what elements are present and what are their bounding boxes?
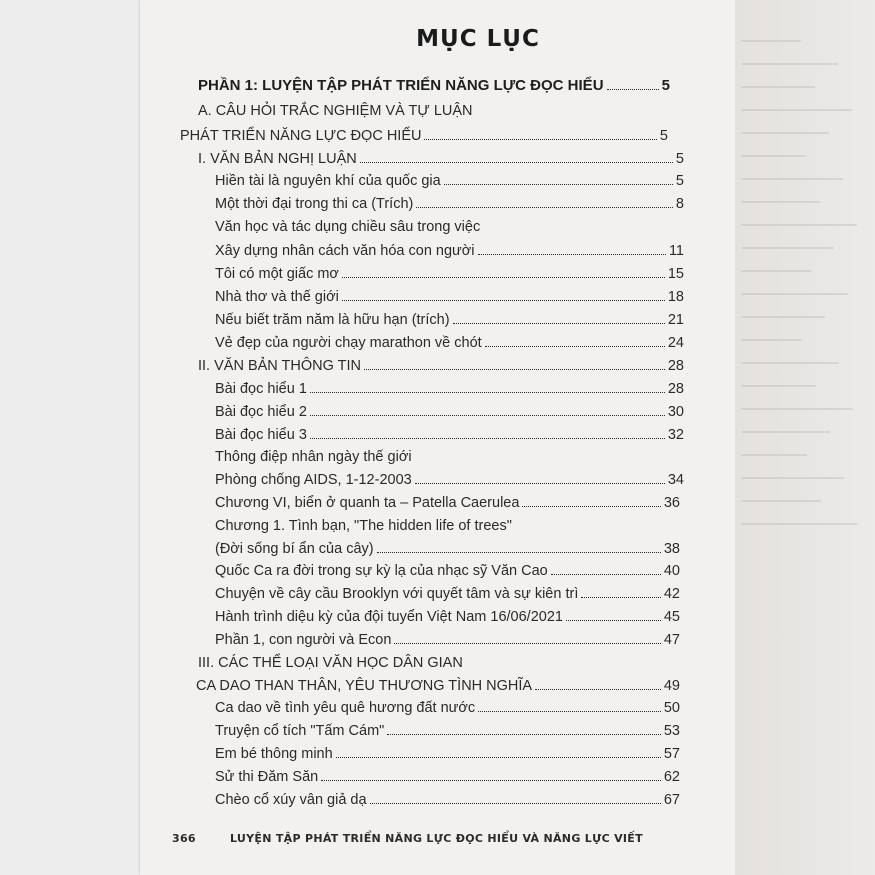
toc-entry (215, 309, 684, 331)
toc-entry-page: 34 (667, 472, 684, 488)
toc-entry (198, 100, 668, 122)
show-through-line (741, 385, 816, 387)
toc-entry-page: 28 (667, 358, 684, 374)
toc-entry-title: Thông điệp nhân ngày thế giới (215, 449, 412, 465)
toc-entry-title: Bài đọc hiểu 1 (215, 381, 307, 397)
dot-leader (310, 438, 665, 439)
toc-entry-title: A. CÂU HỎI TRẮC NGHIỆM VÀ TỰ LUẬN (198, 103, 473, 119)
toc-entry-title: Bài đọc hiểu 2 (215, 404, 307, 420)
toc-entry-page: 18 (667, 289, 684, 305)
dot-leader (478, 254, 666, 255)
show-through-line (741, 155, 806, 157)
show-through-line (741, 431, 830, 433)
show-through-line (741, 201, 820, 203)
toc-entry-page: 38 (663, 541, 680, 557)
dot-leader (377, 552, 661, 553)
show-through-line (741, 454, 807, 456)
toc-entry-page: 47 (663, 632, 680, 648)
show-through-line (741, 477, 844, 479)
show-through-line (741, 362, 839, 364)
toc-entry (215, 332, 684, 354)
toc-entry-title: (Đời sống bí ẩn của cây) (215, 541, 374, 557)
toc-entry (215, 469, 684, 491)
toc-entry-page: 5 (675, 173, 684, 189)
toc-entry-title: Chương VI, biển ở quanh ta – Patella Caerulea (215, 495, 520, 511)
toc-entry (215, 216, 684, 238)
toc-entry-title: Em bé thông minh (215, 746, 333, 762)
toc-entry-page: 50 (663, 700, 680, 716)
toc-entry-title: I. VĂN BẢN NGHỊ LUẬN (198, 151, 357, 167)
show-through-lines (735, 0, 875, 875)
show-through-line (741, 339, 802, 341)
toc-entry (215, 378, 684, 400)
show-through-line (741, 109, 852, 111)
toc-entry-title: Tôi có một giấc mơ (215, 266, 339, 282)
toc-entry (215, 446, 684, 468)
dot-leader (453, 323, 665, 324)
toc-entry-page: 11 (668, 243, 684, 259)
toc-entry-page: 30 (667, 404, 684, 420)
toc-entry (215, 193, 684, 215)
toc-entry-title: Chuyện về cây cầu Brooklyn với quyết tâm và sự kiên trì (215, 586, 579, 602)
toc-entry (196, 675, 680, 697)
toc-entry-title: Nếu biết trăm năm là hữu hạn (trích) (215, 312, 450, 328)
dot-leader (607, 89, 659, 90)
page-title: MỤC LỤC (416, 26, 540, 52)
toc-entry-title: Chèo cổ xúy vân giả dạ (215, 792, 367, 808)
toc-entry-page: 67 (663, 792, 680, 808)
toc-entry-page: 49 (663, 678, 680, 694)
toc-entry-page: 5 (659, 128, 668, 144)
toc-entry-title: Ca dao về tình yêu quê hương đất nước (215, 700, 476, 716)
toc-entry-title: II. VĂN BẢN THÔNG TIN (198, 358, 362, 374)
show-through-line (741, 178, 843, 180)
dot-leader (522, 506, 660, 507)
toc-entry-page: 5 (661, 77, 670, 94)
dot-leader (478, 711, 661, 712)
show-through-line (741, 224, 857, 226)
dot-leader (370, 803, 661, 804)
show-through-line (741, 500, 821, 502)
page-footer (172, 832, 643, 845)
facing-page-edge (735, 0, 875, 875)
dot-leader (321, 780, 661, 781)
toc-entry (215, 583, 680, 605)
toc-entry (215, 424, 684, 446)
toc-entry (215, 401, 684, 423)
dot-leader (342, 300, 665, 301)
toc-entry-page: 15 (667, 266, 684, 282)
toc-entry (198, 652, 678, 674)
show-through-line (741, 270, 811, 272)
toc-entry-page: 24 (667, 335, 684, 351)
toc-entry-page: 28 (667, 381, 684, 397)
toc-entry-title: PHÁT TRIỂN NĂNG LỰC ĐỌC HIỂU (180, 128, 422, 144)
toc-entry-page: 5 (675, 151, 684, 167)
toc-entry-page: 32 (667, 427, 684, 443)
dot-leader (387, 734, 661, 735)
footer-running-title: LUYỆN TẬP PHÁT TRIỂN NĂNG LỰC ĐỌC HIỂU VÀ NĂNG LỰC VIẾT (230, 832, 643, 845)
toc-entry-title: Vẻ đẹp của người chạy marathon về chót (215, 335, 482, 351)
toc-entry-page: 42 (663, 586, 680, 602)
toc-entry (215, 515, 680, 537)
show-through-line (741, 523, 858, 525)
dot-leader (551, 574, 661, 575)
toc-entry-page: 21 (667, 312, 684, 328)
dot-leader (310, 392, 665, 393)
toc-entry-title: Phòng chống AIDS, 1-12-2003 (215, 472, 412, 488)
toc-entry (198, 148, 684, 170)
dot-leader (581, 597, 661, 598)
toc-entry-page: 40 (663, 563, 680, 579)
toc-entry-title: Phần 1, con người và Econ (215, 632, 392, 648)
dot-leader (415, 483, 665, 484)
toc-entry (215, 286, 684, 308)
toc-entry-title: Quốc Ca ra đời trong sự kỳ lạ của nhạc sỹ Văn Cao (215, 563, 548, 579)
toc-entry (215, 629, 680, 651)
dot-leader (485, 346, 665, 347)
toc-entry (215, 743, 680, 765)
toc-entry (198, 75, 670, 97)
toc-entry-title: CA DAO THAN THÂN, YÊU THƯƠNG TÌNH NGHĨA (196, 678, 533, 694)
toc-entry-page: 36 (663, 495, 680, 511)
toc-entry (215, 789, 680, 811)
toc-entry (215, 170, 684, 192)
toc-entry (198, 355, 684, 377)
toc-entry (215, 606, 680, 628)
toc-entry (215, 263, 684, 285)
toc-entry-title: Nhà thơ và thế giới (215, 289, 339, 305)
toc-entry (215, 697, 680, 719)
dot-leader (364, 369, 665, 370)
toc-entry-title: Hành trình diệu kỳ của đội tuyển Việt Nam 16/06/2021 (215, 609, 563, 625)
toc-entry-title: Văn học và tác dụng chiều sâu trong việc (215, 219, 481, 235)
show-through-line (741, 63, 838, 65)
show-through-line (741, 316, 825, 318)
show-through-line (741, 408, 853, 410)
toc-entry-page: 45 (663, 609, 680, 625)
toc-entry-page: 62 (663, 769, 680, 785)
toc-entry-title: Chương 1. Tình bạn, "The hidden life of trees" (215, 518, 512, 534)
dot-leader (360, 162, 673, 163)
toc-entry-title: Một thời đại trong thi ca (Trích) (215, 196, 414, 212)
dot-leader (444, 184, 673, 185)
footer-page-number: 366 (172, 832, 196, 845)
toc-entry-title: PHẦN 1: LUYỆN TẬP PHÁT TRIỂN NĂNG LỰC ĐỌC HIỂU (198, 77, 604, 94)
show-through-line (741, 247, 834, 249)
toc-entry-title: Hiền tài là nguyên khí của quốc gia (215, 173, 441, 189)
toc-entry-page: 53 (663, 723, 680, 739)
toc-entry (180, 125, 668, 147)
toc-entry-title: Truyện cổ tích "Tấm Cám" (215, 723, 385, 739)
dot-leader (424, 139, 656, 140)
toc-entry-page: 57 (663, 746, 680, 762)
toc-entry (215, 240, 684, 262)
toc-entry-title: III. CÁC THỂ LOẠI VĂN HỌC DÂN GIAN (198, 655, 463, 671)
dot-leader (310, 415, 665, 416)
toc-entry (215, 560, 680, 582)
show-through-line (741, 86, 815, 88)
show-through-line (741, 132, 829, 134)
show-through-line (741, 293, 848, 295)
dot-leader (394, 643, 660, 644)
toc-entry-page: 8 (675, 196, 684, 212)
dot-leader (342, 277, 665, 278)
toc-entry-title: Sử thi Đăm Săn (215, 769, 319, 785)
dot-leader (336, 757, 661, 758)
show-through-line (741, 40, 801, 42)
toc-entry (215, 492, 680, 514)
toc-entry (215, 720, 680, 742)
dot-leader (535, 689, 661, 690)
toc-entry (215, 766, 680, 788)
dot-leader (566, 620, 661, 621)
dot-leader (416, 207, 673, 208)
toc-entry-title: Bài đọc hiểu 3 (215, 427, 307, 443)
toc-entry-title: Xây dựng nhân cách văn hóa con người (215, 243, 475, 259)
toc-entry (215, 538, 680, 560)
